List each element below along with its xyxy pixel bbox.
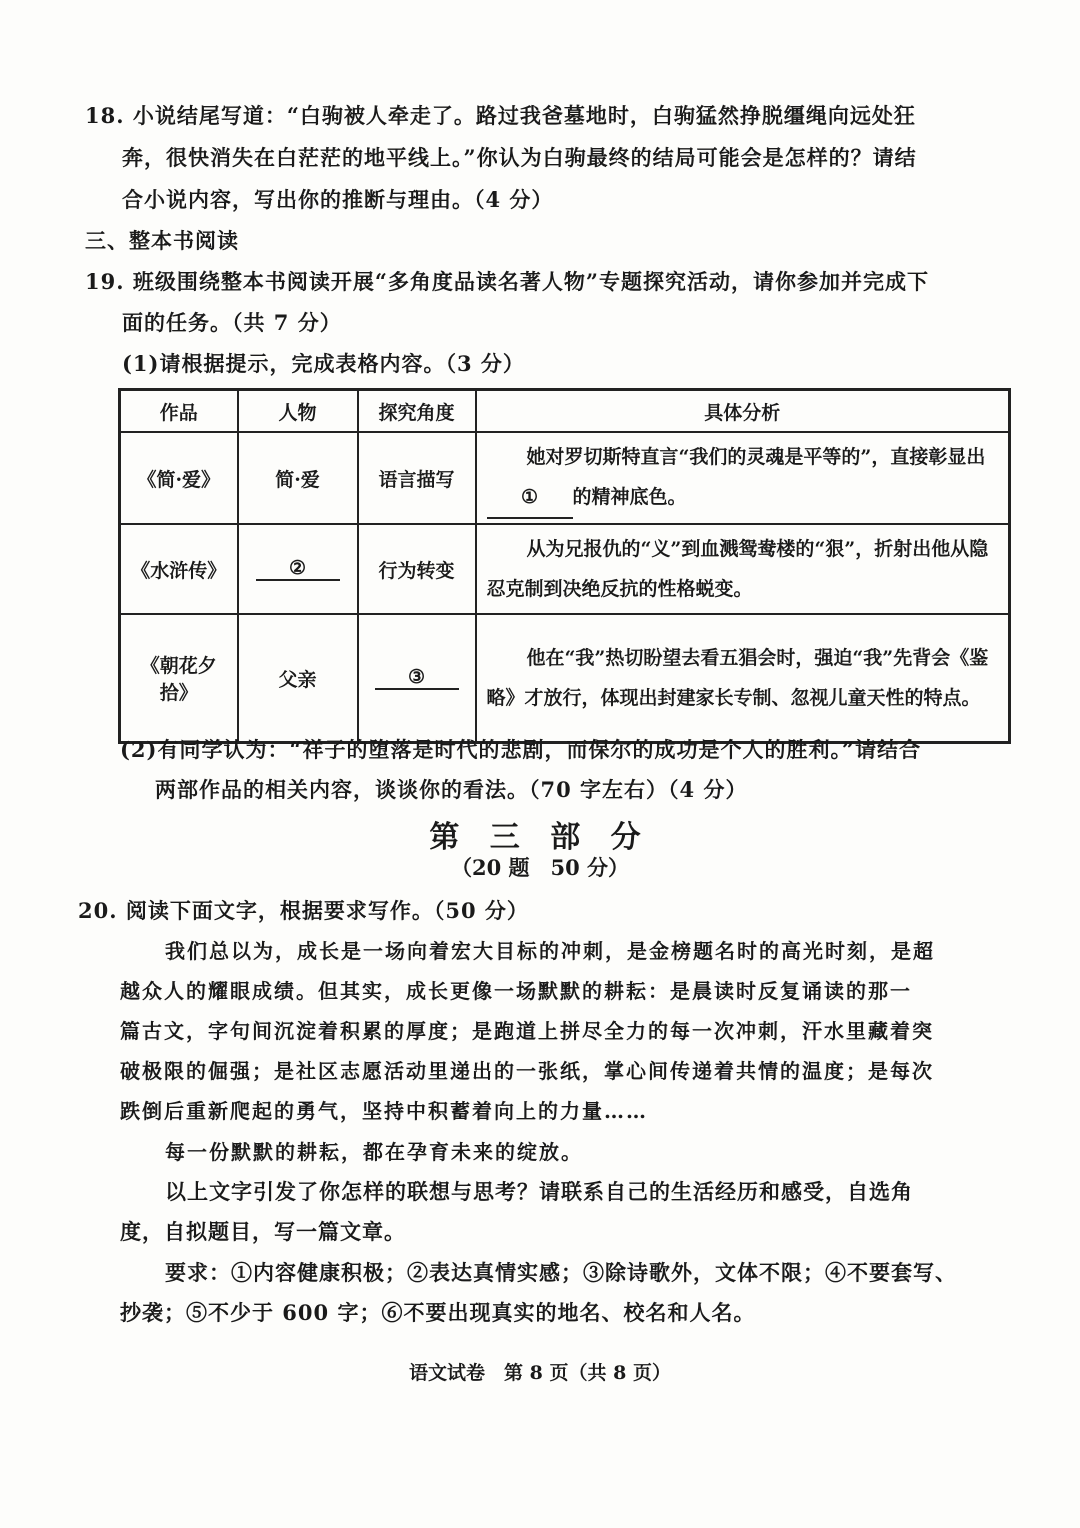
answer-blank-2[interactable]: ② (256, 557, 340, 581)
cell-angle (358, 614, 476, 743)
q19-sub2-line2: 两部作品的相关内容，谈谈你的看法。（70 字左右）（4 分） (155, 777, 748, 802)
q19-sub2-line1: (2)有同学认为：“祥子的堕落是时代的悲剧，而保尔的成功是个人的胜利。”请结合 (120, 737, 922, 762)
instruction-line: 度，自拟题目，写一篇文章。 (120, 1219, 406, 1244)
q18-line3: 合小说内容，写出你的推断与理由。（4 分） (122, 187, 554, 212)
cell-person (238, 524, 358, 614)
answer-blank-1[interactable]: ① (487, 477, 573, 519)
q19-line2: 面的任务。（共 7 分） (122, 310, 342, 335)
answer-blank-3[interactable]: ③ (375, 666, 459, 690)
q19-sub1: (1)请根据提示，完成表格内容。（3 分） (122, 351, 525, 376)
analysis-text: 她对罗切斯特直言“我们的灵魂是平等的”，直接彰显出 (526, 446, 986, 468)
requirement-line: 抄袭；⑤不少于 600 字；⑥不要出现真实的地名、校名和人名。 (120, 1300, 756, 1325)
cell-analysis (476, 524, 1010, 614)
cell-work: 《朝花夕拾》 (120, 614, 238, 743)
section-heading: 三、整本书阅读 (85, 228, 239, 253)
analysis-text: 他在“我”热切盼望去看五猖会时，强迫“我”先背会《鉴略》才放行，体现出封建家长专制、忽视儿童天性的特点。 (486, 647, 989, 709)
cell-person: 简·爱 (238, 432, 358, 524)
prompt-line: 跌倒后重新爬起的勇气，坚持中积蓄着向上的力量…… (120, 1099, 648, 1123)
header-analysis: 具体分析 (476, 390, 1010, 433)
cell-person: 父亲 (238, 614, 358, 743)
cell-analysis (476, 432, 1010, 524)
table-header-row (120, 390, 1010, 433)
q18-line2: 奔，很快消失在白茫茫的地平线上。”你认为白驹最终的结局可能会是怎样的？请结 (122, 145, 917, 170)
cell-analysis (476, 614, 1010, 743)
requirement-line: 要求：①内容健康积极；②表达真情实感；③除诗歌外，文体不限；④不要套写、 (165, 1260, 957, 1285)
table-row (120, 524, 1010, 614)
analysis-text: 从为兄报仇的“义”到血溅鸳鸯楼的“狠”，折射出他从隐忍克制到决绝反抗的性格蜕变。 (486, 538, 989, 600)
character-table (118, 388, 1011, 744)
instruction-line: 以上文字引发了你怎样的联想与思考？请联系自己的生活经历和感受，自选角 (165, 1179, 913, 1204)
table-row (120, 614, 1010, 743)
prompt-line: 我们总以为，成长是一场向着宏大目标的冲刺，是金榜题名时的高光时刻，是超 (165, 939, 935, 963)
header-angle: 探究角度 (358, 390, 476, 433)
part-subtitle: （20 题 50 分） (450, 855, 630, 880)
header-work: 作品 (120, 390, 238, 433)
q20-line1: 20. 阅读下面文字，根据要求写作。（50 分） (78, 898, 529, 923)
cell-work: 《简·爱》 (120, 432, 238, 524)
part-title: 第 三 部 分 (429, 820, 651, 855)
prompt-line: 篇古文，字句间沉淀着积累的厚度；是跑道上拼尽全力的每一次冲刺，汗水里藏着突 (120, 1019, 934, 1043)
prompt-line: 每一份默默的耕耘，都在孕育未来的绽放。 (165, 1140, 583, 1164)
analysis-text-end: 的精神底色。 (572, 486, 687, 508)
page-footer: 语文试卷 第 8 页（共 8 页） (409, 1362, 671, 1384)
q19-line1: 19. 班级围绕整本书阅读开展“多角度品读名著人物”专题探究活动，请你参加并完成下 (85, 269, 930, 294)
header-person: 人物 (238, 390, 358, 433)
cell-angle: 语言描写 (358, 432, 476, 524)
prompt-line: 越众人的耀眼成绩。但其实，成长更像一场默默的耕耘：是晨读时反复诵读的那一 (120, 979, 912, 1003)
cell-work: 《水浒传》 (120, 524, 238, 614)
q18-line1: 18. 小说结尾写道：“白驹被人牵走了。路过我爸墓地时，白驹猛然挣脱缰绳向远处狂 (85, 103, 916, 128)
cell-angle: 行为转变 (358, 524, 476, 614)
table-row (120, 432, 1010, 524)
prompt-line: 破极限的倔强；是社区志愿活动里递出的一张纸，掌心间传递着共情的温度；是每次 (120, 1059, 934, 1083)
